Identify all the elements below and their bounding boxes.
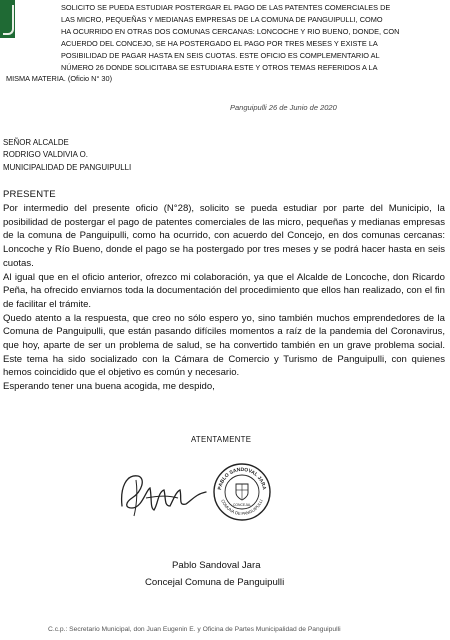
handwritten-signature: [116, 468, 212, 518]
svg-text:COMUNA DE PANGUIPULLI: [220, 499, 263, 516]
stamp-top-text: PABLO SANDOVAL JARA: [217, 466, 267, 491]
subject-line-text: MISMA MATERIA.: [6, 74, 66, 84]
subject-line: HA OCURRIDO EN OTRAS DOS COMUNAS CERCANAS: LONCOCHE Y RIO BUENO, DONDE, CON: [61, 26, 400, 36]
body-paragraph: Al igual que en el oficio anterior, ofrezco mi colaboración, ya que el Alcalde de Loncoche, don Ricardo Peña, ha ofrecido enviarnos toda la documentación del procedimiento que ellos han realizado, con el fin de facilitar el trámite.: [3, 271, 445, 310]
subject-line: POSIBILIDAD DE PAGAR HASTA EN SEIS CUOTAS. ESTE OFICIO ES COMPLEMENTARIO AL: [61, 50, 380, 60]
subject-line: ACUERDO DEL CONCEJO, SE HA POSTERGADO EL PAGO POR TRES MESES Y EXISTE LA: [61, 38, 378, 48]
oficio-reference: (Oficio N° 30): [67, 74, 113, 84]
subject-line: LAS MICRO, PEQUEÑAS Y MEDIANAS EMPRESAS DE LA COMUNA DE PANGUIPULLI, COMO: [61, 14, 383, 24]
addressee-title: SEÑOR ALCALDE: [3, 138, 69, 147]
addressee-block: [3, 137, 131, 174]
subject-line-last: [6, 73, 442, 85]
addressee-institution: MUNICIPALIDAD DE PANGUIPULLI: [3, 162, 132, 172]
carbon-copy-line: C.c.p.: Secretario Municipal, don Juan Eugenin E. y Oficina de Partes Municipalidad de Panguipulli: [48, 626, 341, 633]
signer-role: Concejal Comuna de Panguipulli: [145, 577, 285, 588]
body-paragraph: Por intermedio del presente oficio (N°28), solicito se pueda estudiar por parte del Municipio, la posibilidad de postergar el pago de patentes comerciales de las micro, pequeñas y medianas empresas de la comuna de Panguipulli, como ha ocurrido, con acuerdo del Concejo, en dos comunas cercanas: Loncoche y Río Bueno, donde el pago se ha postergado por tres meses y se podrá hacer hasta en seis cuotas.: [3, 203, 445, 269]
stamp-bottom-text: COMUNA DE PANGUIPULLI: [220, 498, 264, 517]
subject-line: SOLICITO SE PUEDA ESTUDIAR POSTERGAR EL PAGO DE LAS PATENTES COMERCIALES DE: [61, 3, 391, 12]
signature-title: ATENTAMENTE: [191, 435, 252, 444]
date-line: Panguipulli 26 de Junio de 2020: [230, 103, 337, 112]
body-paragraph: Quedo atento a la respuesta, que creo no sólo espero yo, sino también muchos emprendedores de la Comuna de Panguipulli, que están pasando difíciles momentos a raíz de la pandemia del Coronavirus, que hoy, aparte de ser un problema de salud, se ha convertido también en un grave problema social. Este tema ha sido socializado con la Cámara de Comercio y Turismo de Panguipulli, con quienes hemos coincidido que el objetivo es común y necesario.: [3, 312, 445, 379]
greeting: PRESENTE: [3, 189, 56, 200]
addressee-name: RODRIGO VALDIVIA O.: [3, 150, 88, 160]
subject-line: NÚMERO 26 DONDE SOLICITABA SE ESTUDIARA ESTE Y OTROS TEMAS REFERIDOS A LA: [61, 62, 378, 72]
stamp-center-text: CONCEJAL: [232, 503, 252, 507]
official-stamp: [212, 462, 272, 522]
closing-line: Esperando tener una buena acogida, me despido,: [3, 381, 215, 393]
signer-name: Pablo Sandoval Jara: [172, 560, 261, 571]
letter-body: [3, 202, 445, 394]
subject-header: [6, 2, 442, 85]
